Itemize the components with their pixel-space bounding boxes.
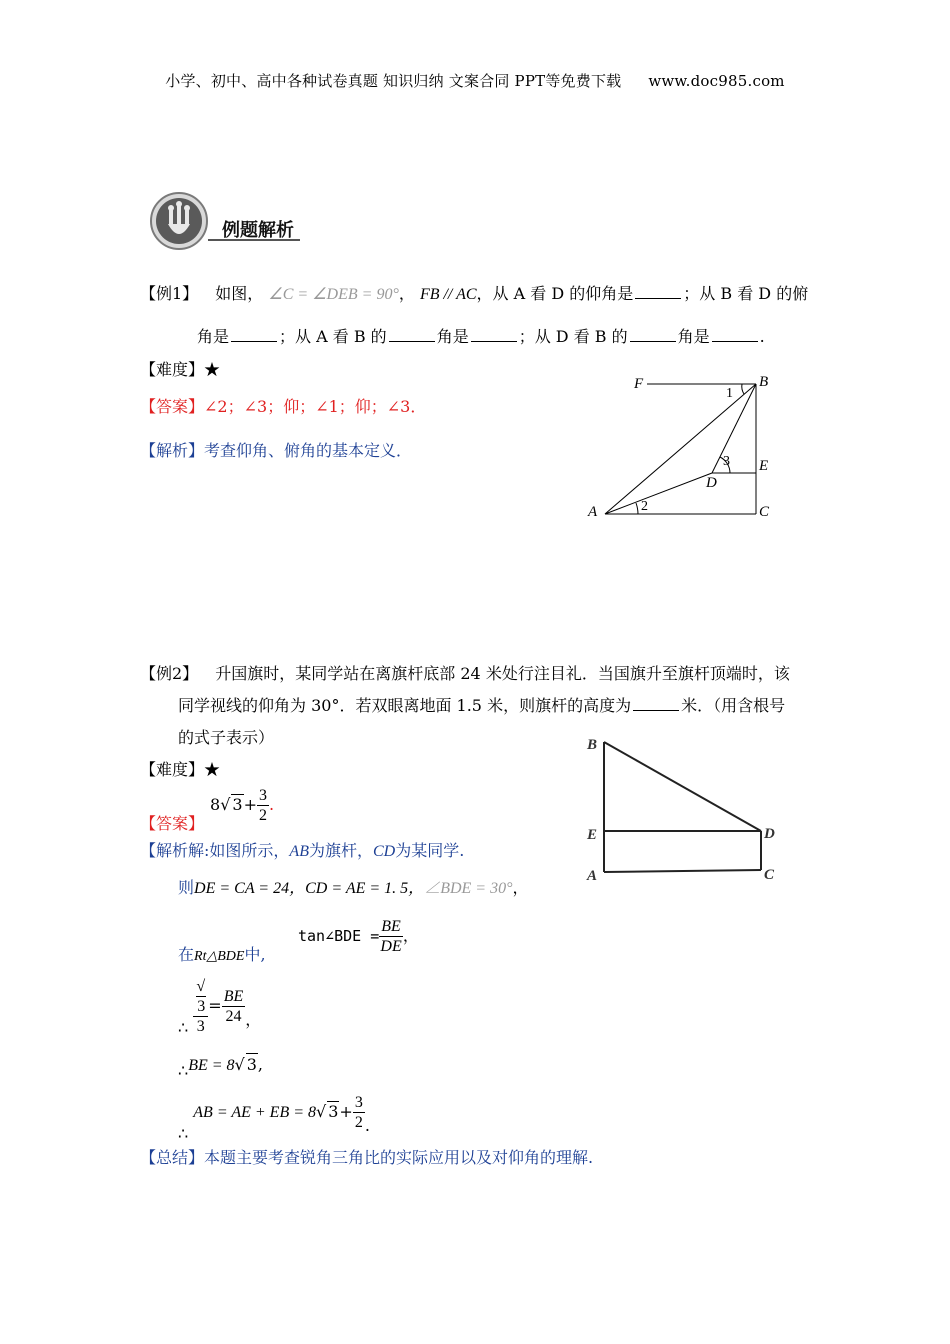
label-E: E (759, 458, 769, 474)
ex2-answer-end: . (268, 795, 275, 814)
ex2-step3-den-r: 24 (225, 1008, 242, 1025)
ex2-step2-mid: 中, (244, 945, 266, 964)
ex1-difficulty (140, 359, 220, 381)
ex2-answer-label: 【答案】 (140, 814, 205, 833)
ex2-step3-den-l: 3 (196, 1018, 205, 1035)
ex2-step2-rt: Rt△BDE (194, 949, 245, 964)
ex2-step5-den: 2 (354, 1114, 363, 1131)
ex2-step3-eq: = (208, 996, 222, 1015)
label-D2: D (764, 826, 775, 842)
ex2-step1 (178, 877, 529, 900)
ex2-answer-num: 3 (258, 787, 267, 804)
ex1-label: 【例1】 (140, 284, 199, 303)
ex2-step5-plus: + (339, 1102, 353, 1121)
label-B2: B (587, 737, 598, 753)
ex2-step2-formula (298, 917, 419, 956)
ex1-end: . (759, 327, 765, 346)
ex2-answer-coef: 8 (210, 795, 221, 814)
ex2-label: 【例2】 (140, 664, 199, 683)
label-B: B (759, 374, 769, 390)
ex1-parallel: FB // AC (419, 286, 477, 303)
ex2-difficulty-label: 【难度】 (140, 760, 205, 779)
ex1-q6: ；从 D 看 B 的 (518, 327, 628, 346)
ex2-question-line1 (140, 663, 790, 685)
ex2-question-line3: 的式子表示） (178, 728, 275, 747)
ex2-line2b: 米．（用含根号 (681, 696, 786, 715)
ex1-q4: ；从 A 看 B 的 (279, 327, 387, 346)
ex2-step1-eq: DE = CA = 24，CD = AE = 1. 5， (194, 880, 425, 897)
label-A2: A (587, 868, 598, 884)
ex2-step5-num: 3 (354, 1094, 363, 1111)
ex2-difficulty (140, 759, 220, 781)
ex1-question-line2 (197, 326, 765, 348)
label-angle-3: 3 (723, 454, 730, 469)
ex2-step3-therefore: ∴ (178, 1018, 189, 1037)
ex1-answer-label: 【答案】 (140, 397, 205, 416)
ex1-blank-4 (471, 327, 517, 342)
ex1-q5: 角是 (436, 327, 469, 346)
ex1-figure (580, 366, 780, 526)
ex2-step2-text (178, 944, 266, 968)
ex2-line2a: 同学视线的仰角为 30°．若双眼离地面 1.5 米，则旗杆的高度为 (178, 696, 632, 715)
label-angle-1: 1 (726, 386, 733, 401)
ex2-step1-end: ， (512, 878, 529, 897)
ex2-answer-plus: + (243, 795, 257, 814)
ex1-q3: 角是 (197, 327, 230, 346)
ex1-difficulty-label: 【难度】 (140, 360, 205, 379)
angle-1-arc (742, 384, 744, 394)
ex2-step2-pre: 在 (178, 945, 195, 964)
ex1-difficulty-stars: ★ (204, 360, 221, 379)
ex2-analysis-label: 【解析解: (140, 841, 210, 860)
ex2-step3-end: ， (245, 1010, 262, 1029)
ex2-blank (633, 696, 679, 711)
ex2-step5-rad: 3 (328, 1102, 339, 1121)
page-header (0, 70, 950, 91)
label-angle-2: 2 (641, 499, 648, 514)
ex2-step3-num-r: BE (223, 988, 244, 1005)
ac-ground (604, 870, 761, 872)
ex2-step2-den: DE (380, 938, 402, 955)
ex1-intro: 如图， (215, 284, 264, 303)
ex2-step3: ∴ √ 3 3 = $\frac{BE}{24}$ ， (178, 978, 262, 1037)
label-C2: C (764, 867, 775, 883)
ex1-q7: 角是 (677, 327, 710, 346)
ex2-step4-rad: 3 (246, 1055, 257, 1074)
ex1-question-line1: 【例1】 如图， ∠C = ∠DEB = 90°， FB // AC，从 A 看 D 的仰角是 ；从 B 看 D 的俯 (140, 284, 809, 303)
ex2-step1-angle: ∠BDE = 30° (424, 880, 513, 897)
ex1-answer-text: ∠2；∠3；仰；∠1；仰；∠3． (204, 397, 427, 416)
ex2-analysis-cd: CD (372, 843, 396, 860)
ex1-answer (140, 396, 426, 418)
label-E2: E (587, 827, 598, 843)
ex2-step4: ∴BE = 8√ 3, (178, 1055, 264, 1080)
ex2-analysis-c: 为某同学. (395, 841, 465, 860)
ex2-question-line2 (178, 695, 785, 717)
ex2-analysis (140, 840, 464, 863)
db-line (712, 384, 756, 473)
ex1-blank-3 (389, 327, 435, 342)
ex1-blank-5 (630, 327, 676, 342)
header-site: www.doc985.com (648, 72, 785, 90)
ex2-analysis-a: 如图所示， (209, 841, 290, 860)
ad-line (605, 473, 712, 514)
label-C: C (759, 504, 770, 520)
ex1-q1: ，从 A 看 D 的仰角是 (476, 284, 634, 303)
label-F: F (634, 376, 644, 392)
ex2-step2-end: ， (402, 926, 419, 945)
label-D: D (706, 475, 717, 491)
ex2-step1-pre: 则 (178, 878, 195, 897)
ex2-difficulty-stars: ★ (204, 760, 221, 779)
ex1-blank-6 (712, 327, 758, 342)
angle-2-arc (636, 503, 638, 514)
ex2-step5: ∴ AB = AE + EB = 8√ 3+ $\frac{3}{2}$ . (178, 1094, 370, 1143)
ex2-answer-expr: 8√ 3+ $\frac{3}{2}$ . (210, 787, 275, 824)
ex2-step4-text: BE = 8 (188, 1057, 235, 1074)
ex1-analysis-text: 考查仰角、俯角的基本定义． (204, 441, 413, 460)
ex1-analysis (140, 440, 412, 462)
ex2-summary-label: 【总结】 (140, 1148, 205, 1167)
ex2-step4-end: , (257, 1055, 264, 1074)
ex2-answer-rad: 3 (232, 795, 243, 814)
ex2-line1: 升国旗时，某同学站在离旗杆底部 24 米处行注目礼．当国旗升至旗杆顶端时，该 (215, 664, 790, 683)
ex2-summary (140, 1147, 593, 1169)
ab-line (605, 384, 756, 514)
header-text: 小学、初中、高中各种试卷真题 知识归纳 文案合同 PPT等免费下载 (165, 72, 622, 90)
ex2-figure (580, 730, 780, 890)
ex1-blank-2 (231, 327, 277, 342)
ex2-step3-num-l: 3 (197, 998, 206, 1015)
ex2-summary-text: 本题主要考查锐角三角比的实际应用以及对仰角的理解. (204, 1148, 594, 1167)
ex2-step2-num: BE (381, 918, 401, 935)
ex1-analysis-label: 【解析】 (140, 441, 205, 460)
ex2-step5-text: AB = AE + EB = 8 (193, 1104, 317, 1121)
ex1-q2: ；从 B 看 D 的俯 (683, 284, 809, 303)
ex2-step4-therefore: ∴ (178, 1061, 189, 1080)
ex2-step5-end: . (364, 1116, 370, 1135)
ex1-angle-eq: ∠C = ∠DEB = 90° (268, 286, 399, 303)
ex1-blank-1 (635, 284, 681, 299)
ex2-analysis-ab: AB (289, 843, 309, 860)
ex2-step5-therefore: ∴ (178, 1124, 189, 1143)
ex2-analysis-b: 为旗杆， (308, 841, 373, 860)
bd-sightline (604, 742, 761, 831)
label-A: A (588, 504, 598, 520)
ex2-answer-den: 2 (258, 807, 267, 824)
ex2-step2-tan: tan∠BDE = (298, 927, 380, 945)
section-title: 例题解析 (222, 220, 294, 241)
